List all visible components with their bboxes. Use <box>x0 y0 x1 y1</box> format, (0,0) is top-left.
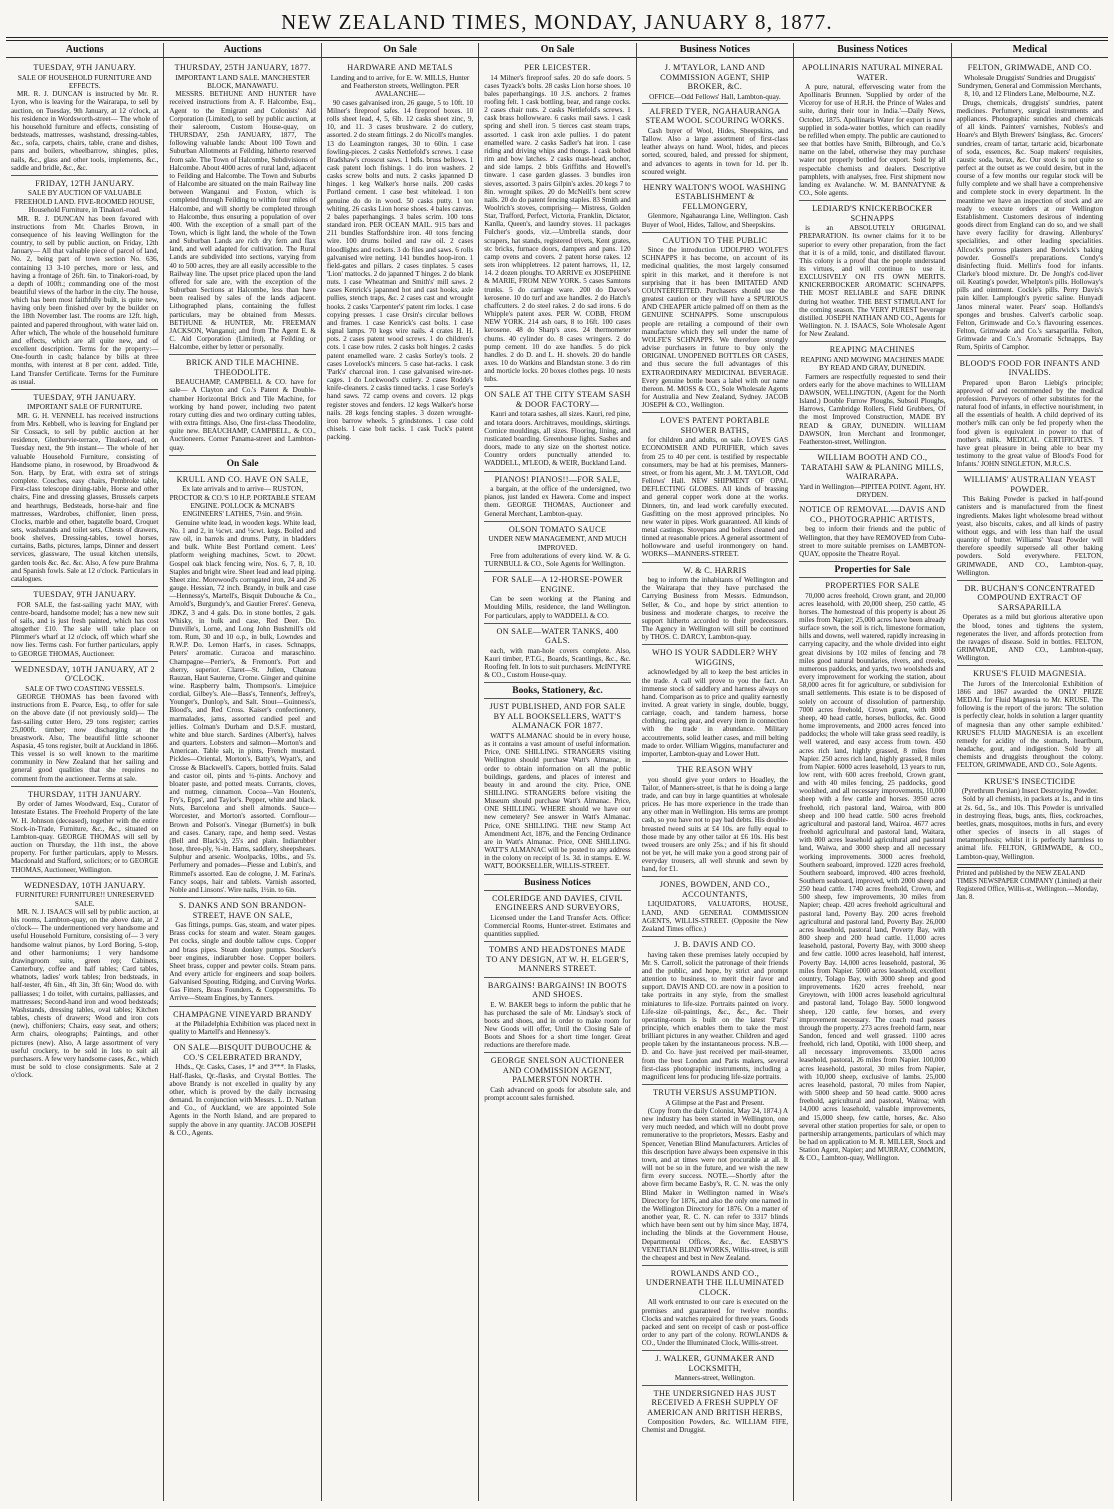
column-7 <box>951 43 1108 1501</box>
ad-body: The Jurors of the Intercolonial Exhibition of 1866 and 1867 awarded the ONLY PRIZE MEDAL for Fluid Magnesia to Mr. KRUSE. The following is the report of the jurors: 'The solution is perfectly clear, holds in solution a larger quantity of magnesia than any other sample exhibited.' KRUSE'S FLUID MAGNESIA is an excellent remedy for acidity of the stomach, heartburn, headache, gout, and indigestion. Sold by all chemists and druggists throughout the colony. FELTON, GRIMWADE, AND CO., Sole Agents. <box>956 679 1103 770</box>
ad-body: 90 cases galvanised iron, 26 gauge, 5 to 10ft. 10 Milner's fireproof safes. 14 fireproof boxes. 10 rolls sheet lead, 4, 5, 6lb. 12 casks sheet zinc, 9, 10, and 11. 3 cases brushware. 2 do cutlery, assorted. 2 do steam fittings. 2 do Nicoll's mangles. 13 do Leamington ranges, 30 to 60in. 1 case fowling-pieces. 2 casks Nettlefold's screws. 1 case Bradshaw's crosscut saws. 1 bdls. bruss bellows. 1 cask patent loch fishings. 1 do iron washers. 2 casks screw bolts and nuts. 2 casks japanned D hinges. 1 keg Walker's horse nails. 200 casks Portland cement. 1 case best whitelead. 1 ton genuine do do in wood. 50 casks putty. 1 ton whiting. 26 casks Lion horse shoes. 4 bales canvas. 2 bales paperhangings. 3 bales scrim. 100 tons standard iron. PER OCEAN MAIL. 915 bars and 211 bundles Staffordshire iron. 40 tons fencing wire. 100 drums boiled and raw oil. 2 cases bloodlights and rockets. 3 do files and saws. 6 rolls galvanised wire netting. 141 bundles hoop-iron. 1 field-gates and pillars. 2 cases tinplates. 5 cases 'Lion' mattocks. 2 do japanned T hinges. 2 do blank nuts. 1 case 'Wheatman and Smith's' mill saws. 2 cases Kenrick's japanned hot and cast hooks, axle pullies, stench traps, &c. 2 cases cast and wrought hooks. 2 casks 'Carpenter's' patent rim locks. 1 case copying presses. 1 case Orsin's circular bellows and frames. 1 case Kenrick's cast bolts. 1 case signal lamps. 70 kegs wire nails. 4 crates H. H. pots. 2 cases patent wood screws. 1 do children's cots. 1 case bow rules. 2 casks bolt hinges. 2 casks patent enamelled ware. 2 casks Sorley's tools. 2 cases Lovelock's mincers. 5 case hat-racks. 1 cask 'Park's' charcoal iron. 1 case galvanised wire-net-cages. 1 do Lockwood's cutlery. 2 cases Rodde's knife-cleaners. 2 casks tinned tacks. 1 case Sorley's hand saws. 72 camp ovens and covers. 12 pkgs register stoves and fenders. 12 kegs Walker's horse nails. 28 kegs fencing staples. 3 dozen wrought-iron barrow wheels. 5 grindstones. 1 case cold chisels. 1 case bolt tacks. 1 cask Tuck's patent packing. <box>326 98 474 442</box>
masthead: NEW ZEALAND TIMES, MONDAY, JANUARY 8, 1877. <box>281 10 833 34</box>
ad-title: PIANOS! PIANOS!!—FOR SALE, <box>494 474 621 484</box>
advertisement <box>484 978 630 1054</box>
section-heading: Books, Stationery, &c. <box>484 683 630 699</box>
ad-title: CAUTION TO THE PUBLIC <box>662 235 768 245</box>
ad-body: Free from adulterations of every kind. W. & G. TURNBULL & CO., Sole Agents for Wellington. <box>484 551 631 569</box>
ad-body: Licensed under the Land Transfer Acts. Office: Commercial Rooms, Hunter-street. Estimates and quantities supplied. <box>484 913 631 938</box>
advertisement <box>484 60 630 387</box>
printer-imprint: Printed and published by the NEW ZEALAND TIMES NEWSPAPER COMPANY (Limited) at their Registered Office, Willis-st., Wellington.—Monday, Jan. 8. <box>957 867 1103 902</box>
ad-title: THE UNDERSIGNED HAS JUST RECEIVED A FRESH SUPPLY OF AMERICAN AND BRITISH HERBS, <box>647 1388 783 1417</box>
advertisement <box>799 60 945 201</box>
advertisement <box>11 787 158 878</box>
ad-title: KRUSE'S INSECTICIDE <box>984 776 1076 786</box>
ad-body: WATT'S ALMANAC should be in every house, as it contains a vast amount of useful information. Price, ONE SHILLING. STRANGERS visiting Wellington should purchase Watt's Almanac, in order to obtain information on all the public buildings, gardens, and places of interest and beauty in and around the city. Price, ONE SHILLING. STRANGERS before visiting the Museum should purchase Watt's Almanac. Price, ONE SHILLING. WHERE should we have our new cemetery? See answer in Watt's Almanac. Price, ONE SHILLING. THE new Stamp Act Amendment Act, 1876, and the Fencing Ordinance are in Watt's Almanac. Price, ONE SHILLING. WATT'S ALMANAC will be posted to any address in the colony on receipt of 1s. 3d. in stamps. E. W. WATT, BOOKSELLER, WILLIS-STREET. <box>484 731 631 871</box>
ad-title: NOTICE OF REMOVAL.—DAVIS AND CO., PHOTOGRAPHIC ARTISTS, <box>799 505 946 524</box>
ad-subtitle: SALE OF TWO COASTING VESSELS. <box>25 684 145 693</box>
advertisement <box>484 1053 630 1105</box>
ad-body: MR. G. H. VENNELL has received instructions from Mrs. Kebbell, who is leaving for England per Sir Cossack, to sell by public auction at her residence, Glenburvie-terrace, Tinakori-road, on Tuesday next, the 9th instant— The whole of her valuable Household Furniture, consisting of Handsome piano, in rosewood, by Broadwood & Son. Harp, by Erat, with extra set of strings complete. Couches, easy chairs, Pembroke table, First-class telescope dining-table, Horse and other chairs, Fine and dressing glasses, Brussels carpets and hearthrugs, Bedsteads, horse-hair and fine mattresses, Wardrobes, chiffonier, linen press, Clocks, marble and other, bagatelle board, Croquet sets, washstands and toilet sets, Chests of drawers, book shelves, Dressing-tables, towel horses, curtains, Baths, pictures, lamps, Dinner and dessert services, glassware, The usual kitchen utensils, garden tools &c. &c. &c. Also, A few pure Brahma and Spanish fowls. Sale at 12 o'clock. Particulars in catalogues. <box>11 411 159 583</box>
ad-subtitle: IMPORTANT LAND SALE. MANCHESTER BLOCK, MANAWATU. <box>175 73 310 90</box>
ad-body: Kauri and totara sashes, all sizes. Kauri, red pine, and totara doors. Architraves, mouldings, skirtings. Cornice mouldings, all sizes. Flooring, lining, and rusticated boarding. Greenhouse lights. Sashes and doors, made to any size on the shortest notice. Country orders punctually attended to. WADDELL, M'LEOD, & WEIR, Buckland Land. <box>484 410 631 468</box>
ad-title: APOLLINARIS NATURAL MINERAL WATER. <box>801 63 943 82</box>
ad-title: ON SALE—BISQUIT DUBOUCHE & CO.'S CELEBRATED BRANDY, <box>173 1043 312 1062</box>
column-heading: On Sale <box>479 43 635 58</box>
ad-title: DR. BUCHAN'S CONCENTRATED COMPOUND EXTRACT OF SARSAPARILLA <box>964 583 1096 612</box>
advertisement <box>11 878 158 1083</box>
ad-body: 70,000 acres freehold, Crown grant, and 20,000 acres leasehold, with 20,000 sheep, 250 cattle, 45 horses. The homestead of this property is about 26 miles from Napier; 25,000 acres have been already surface sown, the soil is rich, limestone formation, hills and downs, well watered, rapidly increasing in carrying capacity, and the whole divided into eight great divisions by 102 miles of fencing and 78 miles good natural boundaries, rivers, and creeks, numerous paddocks, and yards, two woolsheds and every improvement for working the station, about 58,000 acres fit for agriculture, or subdivision for small settlements. This estate is to be disposed of solely on account of dissolution of partnership. 7000 acres freehold, Crown grant, with 8000 sheep, 40 head cattle, horses, bullocks, &c. Good home improvements, and 2000 acres fenced into paddocks; the whole will take grass seed readily, is well watered, and easy access from town. 450 acres rich land, highly grassed, 8 miles from Napier. 250 acres rich land, highly grassed, 8 miles from Napier. 6000 acres leasehold, 13 years to run, low rent, with 600 acres freehold, Crown grant, and with 40 miles fencing, 25 paddocks, good woolshed, and all necessary improvements, 10,000 sheep with a few cattle and horses. 3950 acres freehold, rich pastoral land, Wairoa, with 800 sheep and 100 head cattle. 500 acres freehold agricultural and pastoral land, Wairoa. 4677 acres freehold agricultural and pastoral land, Waitara, with 800 acres leasehold agricultural and pastoral land, Waiwa, and 3000 sheep and all necessary working improvements. 3000 acres freehold, Southern seaboard, improved. 1220 acres freehold, Southern seaboard, improved. 400 acres freehold, Southern seaboard, improved, with 2000 sheep and 250 head cattle. 1740 acres freehold, Crown, and 500 sheep, few improvements, 30 miles from Napier; cheap. 420 acres freehold agricultural and pastoral land, Poverty Bay. 200 acres freehold agricultural and pastoral land, Poverty Bay. 26,000 acres leasehold, pastoral land, Poverty Bay, with 800 sheep and 200 head cattle. 11,000 acres leasehold, pastoral, Poverty Bay, with 3000 sheep and few cattle. 1000 acres leasehold, half interest, Poverty Bay. 14,000 acres leasehold, pastoral, 36 miles from Napier. 5000 acres leasehold, excellent country, Tolago Bay, with 3000 sheep and good improvements. 1620 acres freehold, near Greytown, with 1000 acres leasehold agricultural and pastoral land, Tolago Bay. 5000 longwood sheep, 120 cattle, few horses, and every improvement necessary. The coach road passes through the property. 273 acres freehold farm, near Sandon, fenced and well grassed. 1100 acres freehold, rich land, Opotiki, with 1000 sheep, and all necessary improvements. 33,000 acres leasehold, pastoral, 26 miles from Napier. 100,000 acres leasehold, pastoral, 30 miles from Napier, with 10,000 sheep, exclusive of lambs. 25,000 acres leasehold, pastoral, 70 miles from Napier, with 5000 sheep and 50 head cattle. 9000 acres freehold, agricultural and pastoral, Wairoa; with 14,000 acres leasehold, valuable improvements, and 15,000 sheep, few cattle, horses, &c. Also several other station properties for sale, or open to partnership arrangements, particulars of which may be had on application to M. R. MILLER, Stock and Station Agent, Napier; and MURRAY, COMMON, & CO., Lambton-quay, Wellington. <box>799 591 946 1163</box>
ad-body: MR. N. J. ISAACS will sell by public auction, at his rooms, Lambton-quay, on the above date, at 2 o'clock— The undermentioned very handsome and useful Household Furniture, consisting of— 3 very handsome walnut pianos, by Lord Boring, 5-stop, and other harmoniums; 1 very handsome drawingroom suite, green rep; Cabinets, Canterbury, coffee and half tables; Card tables, whatnots, ladies' work tables; Iron bedsteads, in half-tester, 4ft 6in., 4ft 3in, 3ft 6in; Wood do. with palliasses; 1 do toilet, with curtains, palliasses, and mattresses; Second-hand iron and wood bedsteads; Washstands, dressing tables, oval tables; Kitchen tables, chests of drawers; Wood and iron cots (new), chiffoniers; Chairs, easy seat, and others; Arm chairs, oleographs; Paintings, and other pictures (new). Also, A large assortment of very useful crockery, to be sold in lots to suit all purchasers. A few very handsome cases, &c., which must be sold to close consignments. Sale at 2 o'clock. <box>11 908 159 1080</box>
ad-title: ALFRED TYER, NGAHAURANGA STEAM WOOL SCOURING WORKS. <box>645 106 785 126</box>
ad-title: J. M'TAYLOR, LAND AND COMMISSION AGENT, SHIP BROKER, &C. <box>660 63 770 91</box>
ad-body: 14 Milner's fireproof safes. 20 do safe doors. 5 cases Tyzack's bolts. 28 casks Lion horse shoes. 10 bales paperhangings. 10 J.S. anchors. 2 frames roofing felt. 1 cask bottling, bear, and range cocks. 2 cases chair nuts. 2 casks Nettlefold's screws. 1 cask brass hollowware. 6 casks mail saws. 1 cask spring and shell iron. 5 tierces cast steam traps, assorted. 1 cask iron axle pullies. 1 do patent enamelled ware. 2 casks Sadler's hat iron. 1 case riding and driving whips and thongs. 1 cask bolted rim and bow latches. 2 casks mast-head, anchor, and side lamps. 2 bbls Griffiths and Howell's tinware. 1 case garden glasses. 3 bundles iron sieves, assorted. 3 pairs Gilpin's axles. 20 kegs 7 to 8in. wrought spikes. 20 do McNeill's bent screw nails. 20 do do patent fencing staples. 83 Smith and Woolrich's stoves, comprising— Mistress, Golden Star, Trafford, Perfect, Victoria, Franklin, Dictator, Kanlla, Queen's, and laundry stoves. 11 packages Fulcher's goods, viz.—Umbrella stands, door scrapers, hat stands, registered trivets, Kent grates, stc bricks, furnace doors, dampers and pans. 120 camp ovens and covers. 2 patent horse rakes. 12 sets iron whippletrees. 12 patent harrows, 11, 12, 14. 2 dozen ploughs. TO ARRIVE ex JOSEPHINE & MARIE, FROM NEW YORK. 5 cases Samtons trunks. 5 do carriage ware. 200 do Davoe's kerosene. 10 do turf and axe handles. 2 do Hatch's chaffcutters. 2 do steel rakes. 2 do sad irons. 6 do Whipple's patent axes. PER W. COBB, FROM NEW YORK. 214 ash oars, 8 to 16ft. 100 cases kerosene. 48 do Sharp's axes. 24 thermometer churns. 40 cylinder do. 8 cases wringers. 2 do pump cement. 10 do axe handles. 5 do pick handles. 2 do D. and L. H. shovels. 20 do handle axes. 10 do Watkins and Blandstan stone. 3 do rim and morticle locks. 20 boxes clothes pegs. 10 nests tubs. <box>484 73 631 384</box>
ad-title: PER LEICESTER. <box>524 63 591 72</box>
ad-body: beg to inform the inhabitants of Wellington and the Wairarapa that they have purchased the Carrying Business from Messrs. Edmundson, Seller, & Co., and hope by strict attention to business and moderate charges, to receive the support hitherto accorded to their predecessors. The Agency in Wellington will still be continued by THOS. C. DARCY, Lambton-quay. <box>641 576 789 642</box>
ad-body: Cash advanced on goods for absolute sale, and prompt account sales furnished. <box>484 1085 631 1103</box>
ad-body: Since the introduction UDOLPHO WOLFE'S SCHNAPPS it has become, on account of its medicinal qualities, the most largely consumed spirit in this market, and it therefore is not surprising that it has been IMITATED AND COUNTERFEITED. Purchasers should use the greatest caution or they will have a SPURIOUS AND CHEAPER article palmed off on them as the GENUINE SCHNAPPS. Some unscrupulous people are retailing a compound of their own manufacture which they sell under the name of WOLFE'S SCHNAPPS. We therefore strongly advise purchasers in future to buy only the ORIGINAL UNOPENED BOTTLES OR CASES, and thus secure the full advantages of this EXTRAORDINARY MEDICINAL BEVERAGE. Every genuine bottle bears a label with our name thereon. M. MOSS & CO., Sole Wholesale Agents for Australia and New Zealand, Sydney. JACOB JOSEPH & CO., Wellington. <box>641 246 789 410</box>
advertisement <box>957 774 1103 865</box>
advertisement <box>957 356 1103 473</box>
ad-title: ON SALE—WATER TANKS, 400 GALS. <box>496 626 619 646</box>
ad-subtitle: FURNITURE! FURNITURE!! UNRESERVED SALE. <box>15 891 154 908</box>
advertisement <box>642 1266 788 1351</box>
advertisement <box>642 233 788 414</box>
ad-body: you should give your orders to Hoadley, the Tailor, of Manners-street, is that he is doing a large trade, and can buy in large quantities at wholesale prices. He has more experience in the trade than any other man in Wellington. His terms are prompt cash, so you have not to pay bad debts. His double-breasted tweed suits at £4 10s. are fully equal to those made by any other tailor at £6 10s. His best tweed trousers are only 25s.; and if his fit should not be yet, he will make you a good strong pair of everyday trousers, all well shrunk and sewn by hand, for £1. <box>641 775 789 874</box>
advertisement <box>11 587 158 662</box>
ad-title: CHAMPAGNE VINEYARD BRANDY <box>173 1009 313 1019</box>
ad-title: S. DANKS AND SON BRANDON-STREET, HAVE ON SALE, <box>178 901 307 920</box>
ad-body: is an ABSOLUTELY ORIGINAL PREPARATION. Its owner claims for it to be superior to every other preparation, from the fact that it is of a mild, tonic, and distillated flavour. This colony is a proof that the people understand its virtues, and will continue to use it. EXCLUSIVELY ON ITS OWN MERITS. KNICKERBOCKER AROMATIC SCHNAPPS. THE MOST RELIABLE and SAFE DRINK during hot weather. THE BEST STIMULANT for the coming season. The VERY PUREST beverage distilled. JOSEPH NATHAN AND CO., Agents for Wellington. N. J. ISAACS, Sole Wholesale Agent for New Zealand. <box>799 224 946 339</box>
ad-title: WEDNESDAY, 10TH JANUARY, AT 2 O'CLOCK. <box>14 664 155 684</box>
ad-title: OLSON TOMATO SAUCE <box>508 524 607 534</box>
ad-body: This Baking Powder is packed in half-pound canisters and is manufactured from the finest ingredients. Makes light wholesome bread without yeast, also biscuits, cakes, and all kinds of pastry without eggs, and with less than half the usual quantity of butter. Williams' Yeast Powder will therefore speedily supersede all other baking powders. Sold everywhere. FELTON, GRIMWADE, AND CO., Lambton-quay, Wellington. <box>956 495 1103 577</box>
advertisement <box>484 522 630 573</box>
ad-title: KRUSE'S FLUID MAGNESIA. <box>973 669 1087 679</box>
advertisement <box>169 1007 315 1041</box>
advertisement <box>11 662 158 787</box>
ad-title: WILLIAMS' AUSTRALIAN YEAST POWDER. <box>963 475 1096 494</box>
ad-title: TRUTH VERSUS ASSUMPTION. <box>653 1088 777 1098</box>
masthead-rule <box>6 37 1108 41</box>
column-1 <box>6 43 163 1501</box>
ad-body: Sold by all chemists, in packets at 1s., and in tins at 2s. 6d., 5s., and 10s. This Powder is unrivalled in destroying fleas, bugs, ants, flies, cockroaches, beetles, gnats, mosquitoes, moths in furs, and every other species of insects in all stages of metamorphosis; whilst it is perfectly harmless to animal life. FELTON, GRIMWADE, & CO., Lambton-quay, Wellington. <box>956 795 1103 861</box>
section-heading: On Sale <box>169 456 315 472</box>
ad-body: acknowledged by all to keep the best articles in the trade. A call will prove to you the fact. An immense stock of saddlery and harness always on hand. Comparison as to price and quality earnestly invited. A great variety in single, double, buggy, carriage, coach, and tandem harness, horse clothing, racing gear, and every item in connection with the trade in abundance. Military accoutrements, solid leather cases, and mill belting made to order. William Wiggins, manufacturer and importer, Lambton-quay and Lower Hutt. <box>641 668 789 758</box>
advertisement <box>642 645 788 762</box>
ad-body: at the Philadelphia Exhibition was placed next in quality to Martell's and Hennessy's. <box>169 1020 316 1037</box>
advertisement <box>642 762 788 877</box>
ad-body: Farmers are respectfully requested to send their orders early for the above machines to WILLIAM DAWSON, WELLINGTON, (Agent for the North Island.) Double Furrow Ploughs, Subsoil Ploughs, Harrows, Cambridge Rollers, Field Grubbers, Of the most Improved Construction, MADE BY READ & GRAY, DUNEDIN. WILLIAM DAWSON, Iron Merchant and Ironmonger, Featherston-street, Wellington. <box>799 372 946 446</box>
ad-body: A pure, natural, effervescing water from the Apollinaris Brunnen. 'Supplied by order of the Viceroy for use of H.R.H. the Prince of Wales and suite, during their tour in India.'—Daily News, October, 1875. Apollinaris Water for export is now supplied in soda-water bottles, which can readily be refilled when empty. The public are cautioned to see that bottles have Smith, Bilbrough, and Co.'s name on the label, otherwise they may purchase water not properly bottled for export. Sold by all respectable chemists and dealers. Descriptive pamphlets, with analyses, free. First shipment now landing ex Avalanche. W. M. BANNATYNE & CO., Sole agents. <box>799 83 946 198</box>
column-4 <box>478 43 635 1501</box>
ad-subtitle: (Pyrethrum Persian) Insect Destroying Powder. <box>961 787 1098 795</box>
ad-body: LIQUIDATORS, VALUATORS, HOUSE, LAND, AND GENERAL COMMISSION AGENTS, WILLIS-STREET. (Opposite the New Zealand Times office.) <box>641 900 789 933</box>
ad-body: Prepared upon Baron Liebig's principle; approved of and recommended by the medical profession. Purveyors of other substitutes for the natural food of infants, in effective nourishment, in all the essentials of health. A child deprived of its mother's milk can only be fed properly when the food given is equivalent in power to that of mother's milk. MEDICAL CERTIFICATES. 'I have great pleasure in being able to bear my testimony to the great value of Blood's Food for Infants.' JOHN SINGLETON, M.R.C.S. <box>956 378 1103 469</box>
ad-body: Genuine white lead, in wooden kegs. White lead, No. 1 and 2, in ¼cwt. and ½cwt. kegs. Boiled and raw oil, in barrels and drums. Putty, in bladders and bulk. White Best Portland cement. Lees' platform weighing machines, 5cwt. to 20cwt. Gospel oak black fencing wire, Nos. 6, 7, 8, 10. Staples and bright wire. Sheet lead and lead piping. Sheet zinc. Morewood's corrugated iron, 24 and 26 gauge. Hessian, 72 inch. Brandy, in bulk and case—Hennessy's, Martell's, Bisquit Dubouche & Co., Arnold's, Burgundy's, and Gautier Freres'. Geneva, JDKZ, 3 and 4 gals. Do. in stone bottles, 2 gals. Whisky, in bulk and case, Red Deer. Do. Dunville's, Lorne, and Long John Bushmill's old tom. Rum, 30 and 10 o.p., in bulk, Lowndes and R.W.P. Do. Lemon Hart's, in cases. Schnapps, Peters' aromatic. Curacoa and maraschino. Champagne—Perrier's, & Fremont's. Port and sherry, superior. Claret—St. Julien, Chateau Rauzan, Haut Sauterne, Crome. Ginger and quinine wine. Raspberry balm, Thompson's. Limejuice cordial, Gilbey's. Ale—Bass's, Tennent's, Jeffrey's, Younger's, Dunlop's, and Salt. Stout—Guinness's, Blood's, and Red Cross. Kaiser's confectionery, marmalades, jams, assorted candied peel and jellies. Colman's Durham and D.S.F. mustard, white and blue starch. Sardines (Albert's), halves and quarters. Lobsters and salmon—Morton's and American. Table salt, in pints, French mustard. Pickles—Oriental, Morton's, Batty's, Wyatt's, and Crosse & Blackwell's. Capers, bottled fruits. Salad and castor oil, pints and ½-pints. Anchovy and bloater paste, and potted meats. Currants, cloves, and nutmeg, cinnamon. Cocoa—Van Houten's, Fry's, Epps', and Taylor's. Pepper, white and black. Nuts, Barcelona and shell almonds. Sauce—Worcester, and Morton's assorted. Cornflour—Brown and Polson's. Vinegar (Burnett's) in bulk and cases. Canary, rape, and hemp seed. Vestas (Bell and Black's), 25's and plain. Indiarubber hose, three-ply, ¾-in. Hams, saddlery, sheepshears. Sulphur and arsenic. Woolpacks, 10lbs., and 5's. Perfumery and pomades—Piesse and Lubin's, and Rimmel's assorted. Eau de cologne, J. M. Farina's. Fancy soaps, hair and tablets. Varnish assorted, Noble and Linsons'. Wire nails, 1½in. to 6in. <box>169 518 316 894</box>
column-6 <box>793 43 950 1501</box>
advertisement <box>799 201 945 342</box>
ad-title: PROPERTIES FOR SALE <box>825 581 920 591</box>
advertisement <box>957 60 1103 356</box>
ad-title: TUESDAY, 9TH JANUARY. <box>33 392 136 402</box>
ad-subtitle: OFFICE—Odd Fellows' Hall, Lambton-quay. <box>649 92 781 101</box>
column-heading: Medical <box>952 43 1108 58</box>
advertisement <box>484 699 630 874</box>
ad-subtitle: SALE OF HOUSEHOLD FURNITURE AND EFFECTS. <box>17 73 152 90</box>
ad-subtitle: UNDER NEW MANAGEMENT, AND MUCH IMPROVED. <box>488 535 627 552</box>
column-heading: Auctions <box>164 43 320 58</box>
ad-subtitle: Manners-street, Wellington. <box>674 1374 755 1383</box>
ad-title: JUST PUBLISHED, AND FOR SALE BY ALL BOOKSELLERS, WATT'S ALMANACK FOR 1877. <box>489 702 626 731</box>
ad-body: E. W. BAKER begs to inform the public that he has purchased the sale of Mr. Lindsay's stock of boots and shoes, and in order to make room for New Goods will offer, Until the Closing Sale of Boots and Shoes for a short time longer. Great reductions are therefore made. <box>484 1000 631 1050</box>
ad-title: KRULL AND CO. HAVE ON SALE, <box>176 474 309 484</box>
column-2 <box>163 43 320 1501</box>
advertisement <box>642 60 788 104</box>
ad-title: LOVE'S PATENT PORTABLE SHOWER BATHS, <box>660 416 770 435</box>
advertisement <box>11 390 158 587</box>
advertisement <box>11 176 158 390</box>
ad-title: WEDNESDAY, 10TH JANUARY. <box>24 880 146 890</box>
ad-title: REAPING MACHINES <box>829 345 915 355</box>
ad-title: FOR SALE—A 12-HORSE-POWER ENGINE. <box>492 575 623 594</box>
advertisement <box>799 502 945 562</box>
ad-body: beg to inform their friends and the public of Wellington, that they have REMOVED from Cuba-street to more suitable premises on LAMBTON-QUAY, opposite the Theatre Royal. <box>799 525 946 558</box>
ad-body: Glenmore, Ngahauranga Line, Wellington. Cash Buyer of Wool, Hides, Tallow, and Sheepskins. <box>641 212 789 229</box>
ad-body: for children and adults, on sale. LOVE'S GAS ECONOMISER AND PURIFIER, which saves from 25 to 40 per cent. is testified by respectable consumers, may be had at his premises, Manners-street, or from his agent, Mr. J. M. TAYLOR, Odd Fellows' Hall. NEW SHIPMENT OF OPAL DEFLECTING GLOBES. All kinds of brassing and general copper work done at the works. Dinners, tin, and lead work carefully executed. Gasfitting on the most approved principles. No new water in pipes. Work guaranteed. All kinds of metal castings. Stovepans and boilers cleaned and tinned at reasonable prices. A general assortment of hollowware and useful ironmongery on hand. WORKS—MANNERS-STREET. <box>641 436 789 559</box>
ad-title: FELTON, GRIMWADE, AND CO. <box>967 63 1092 72</box>
ad-title: TUESDAY, 9TH JANUARY. <box>33 63 136 72</box>
ad-body: Hhds., Qr. Casks, Cases, 1* and 3***. In Flasks, Half-flasks, Qr.-flasks, and Crystal Bottles. The above Brandy is not excelled in quality by any other, which is proved by the daily increasing demand. In conjunction with Messrs. L. D. Nathan and Co., of Auckland, we are appointed Sole Agents in the North Island, and are prepared to supply the above in any quantity. JACOB JOSEPH & CO., Agents. <box>169 1063 316 1137</box>
advertisement <box>169 60 315 355</box>
ad-body: Gas fittings, pumps. Gas, steam, and water pipes. Brass cocks for steam and water. Steam gauges. Pet cocks, single and double tallow cups. Copper and brass pipes. Steam donkey pumps. Stocker's beer engines, indiarubber hose. Copper boilers. Sheet brass, copper and pewter coils. Steam pans. And every article for engineers and soap boilers. Galvanised Spouting, Ridging, and Curving Works. Gas Fitters, Brass Founders, & Coppersmiths. To Arrive—Steam Engines, by Tanners. <box>169 921 316 1003</box>
ad-title: TOMBS AND HEADSTONES MADE TO ANY DESIGN, AT W. H. ELGER'S, MANNERS STREET. <box>486 945 629 973</box>
advertisement <box>799 450 945 502</box>
advertisement <box>327 60 473 444</box>
ad-body: Cash buyer of Wool, Hides, Sheepskins, and Tallow. Also a large assortment of first-class leather always on hand. Wool, hides, and pieces sorted, scoured, baled, and pressed for shipment, and advances to agents in town for 1d. per lb. scoured weight. <box>641 126 789 176</box>
ad-title: WHO IS YOUR SADDLER? WHY WIGGINS, <box>651 648 778 667</box>
ad-subtitle: Landing and to arrive, for E. W. MILLS, Hunter and Featherston streets, Wellington. PER AVALANCHE— <box>330 73 470 99</box>
ad-body: Drugs, chemicals, druggists' sundries, patent medicines. Perfumery, surgical instruments and appliances. Photographic sundries and chemicals of all kinds. Painters' varnishes, Nobles's and Hoare's and Blyth Brewers' Isinglass, &c. Grocers' sundries, cream of tartar, tartaric acid, bicarbonate of soda, essences, &c. Soap makers' requisites, caustic soda, borax, &c. Our stock is not quite so perfect at the outset as we could desire, but in the course of a few months our regular stock will be fully complete and we shall have a comprehensive and complete stock in every department. In the meantime we have an inspection of stock and are ready to execute orders at our Wellington Establishment. Customers desirous of indenting goods direct from England can do so, and we shall have every facility for drawing. Allenburys' specialities, and other leading specialities. Allcock's porous plasters and Borwick's baking powder. Gosnell's preparations. Condy's disinfecting fluid. Mellin's food for infants. Clarke's blood mixture. Dr. De Jongh's cod-liver oil. Keating's powder, Whelpton's pills. Holloway's pills and ointment. Cockle's pills. Perry Davis's pain killer. Lamplough's pyretic saline. Hunyadi Janos mineral water. Pears' soap. Hollands's sponges and brushes. Calvert's carbolic soap. Felton, Grimwade and Co.'s flavouring essences. Felton, Grimwade and Co.'s sarsaparilla. Felton, Grimwade and Co.'s Aromatic Schnapps, Bay Rum, Spirits of Camphor. <box>956 98 1103 352</box>
ad-title: BARGAINS! BARGAINS! IN BOOTS AND SHOES. <box>487 980 628 999</box>
ad-title: THURSDAY, 25TH JANUARY, 1877. <box>174 63 311 72</box>
ad-body: Operates as a mild but glorious alterative upon the blood, tones and tightens the system, regenerates the liver, and affords protection from the ravages of disease. Sold in bottles. FELTON, GRIMWADE, AND CO., Lambton-quay, Wellington. <box>956 613 1103 663</box>
ad-subtitle: REAPING AND MOWING MACHINES MADE BY READ AND GRAY, DUNEDIN. <box>800 355 945 373</box>
ad-title: BRICK AND TILE MACHINE. THEODOLITE. <box>186 358 300 377</box>
advertisement <box>642 1085 788 1266</box>
ad-title: GEORGE SNELSON AUCTIONEER AND COMMISSION AGENT, PALMERSTON NORTH. <box>490 1056 625 1085</box>
ad-title: FRIDAY, 12TH JANUARY. <box>35 178 135 188</box>
advertisement <box>642 877 788 937</box>
advertisement <box>169 472 315 898</box>
advertisement <box>799 578 945 1165</box>
ad-body: Can be seen working at the Planing and Moulding Mills, residence, the land Wellington. For particulars, apply to WADDELL & CO. <box>484 595 631 620</box>
ad-title: LEDIARD'S KNICKERBOCKER SCHNAPPS <box>812 204 933 223</box>
section-heading: Properties for Sale <box>799 562 945 578</box>
column-heading: Business Notices <box>637 43 793 58</box>
ad-title: JONES, BOWDEN, AND CO., ACCOUNTANTS, <box>659 880 771 899</box>
advertisement <box>11 60 158 176</box>
column-grid <box>6 43 1108 1501</box>
column-heading: Business Notices <box>794 43 950 58</box>
ad-title: HENRY WALTON'S WOOL WASHING ESTABLISHMENT & FELLMONGERY, <box>643 182 787 211</box>
advertisement <box>799 342 945 450</box>
ad-body: each, with man-hole covers complete. Also, Kauri timber, P.T.G., Boards, Scantlings, &c., &c. Roofing felt. In lots to suit purchasers. McINTYRE & CO., Custom House-quay. <box>484 646 631 680</box>
ad-subtitle: A Glimpse at the Past and Present. <box>665 1098 765 1107</box>
ad-title: W. & C. HARRIS <box>683 565 747 575</box>
ad-body: By order of James Woodward, Esq., Curator of Intestate Estates. The Freehold Property of the late W. H. Johnson (deceased), together with the entire Stock-in-Trade, Furniture, &c., &c., situated on Lambton-quay. GEORGE THOMAS will sell by auction on Thursday, the 11th inst., the above property. For further particulars, apply to Messrs. Macdonald and Stafford, solicitors; or to GEORGE THOMAS, Auctioneer, Wellington. <box>11 800 159 874</box>
ad-title: ON SALE AT THE CITY STEAM SASH & DOOR FACTORY— <box>484 390 631 409</box>
column-3 <box>321 43 478 1501</box>
ad-title: BLOOD'S FOOD FOR INFANTS AND INVALIDS. <box>959 358 1100 378</box>
column-heading: Auctions <box>6 43 163 58</box>
ad-body: FOR SALE, the fast-sailing yacht MAY, with centre-board, handsome model; has a new new suit of sails, and is just fresh painted, which has cost altogether £10. The sale will take place on Plimmer's wharf at 12 o'clock, off which wharf she now lies. Terms cash. For further particulars, apply to GEORGE THOMAS, Auctioneer. <box>11 600 159 658</box>
ad-title: J. WALKER, GUNMAKER AND LOCKSMITH, <box>655 1354 775 1373</box>
advertisement <box>484 472 630 522</box>
ad-title: TUESDAY, 9TH JANUARY. <box>33 590 136 600</box>
advertisement <box>484 572 630 623</box>
advertisement <box>642 104 788 180</box>
ad-subtitle: Ex late arrivals and to arrive— RUSTON, PROCTOR & CO.'S 10 H.P. PORTABLE STEAM ENGINE. POLLOCK & MCNAB'S ENGINEERS' LATHES, 7½in. and 9½in. <box>169 485 316 519</box>
column-5 <box>636 43 793 1501</box>
advertisement <box>957 581 1103 666</box>
ad-subtitle: Yard in Wellington—PIPITEA POINT. Agent, HY. DRYDEN. <box>799 482 946 499</box>
ad-body: GEORGE THOMAS has been favored with instructions from E. Pearce, Esq., to offer for sale on the above date (if not previously sold)— The fast-sailing cutter Hero, 29 tons register; carries 25,000ft. timber; now discharging at the breastwork. Also, The beautiful little schooner Aspasia, 45 tons register, built at Auckland in 1866. This vessel is so well known to the maritime community in New Zealand that her sailing and general good qualities that she requires no comment from the auctioneer. Terms at sale. <box>11 693 159 783</box>
ad-title: WILLIAM BOOTH AND CO., TARATAHI SAW & PLANING MILLS, WAIRARAPA. <box>800 453 944 482</box>
advertisement <box>484 942 630 978</box>
column-heading: On Sale <box>322 43 478 58</box>
ad-body: (Copy from the daily Colonist, May 24, 1874.) A new industry has been started in Wellington, one very much needed, and which will no doubt prove remunerative to the proprietors, Messrs. Easby and Spencer, Venetian Blind Manufacturers. Articles of this description have always been expensive in this town, and at times were not procurable at all. It will not be so in the future, and we wish the new firm every success. NOTE.—Shortly after the above firm became Easby's, R. C. N. was the only Blind Maker in Wellington named in Wise's Directory for 1876, and also the only one named in the Wellington Directory for 1876. On a matter of another year, R. C. N. can refer to 3317 blinds which have been sent out by him since May, 1874, including the blinds at the Government House, Departmental Offices, &c., &c. EASBY'S VENETIAN BLIND WORKS, Willis-street, is still the cheapest and best in New Zealand. <box>641 1107 789 1262</box>
ad-body: MR. R. J. DUNCAN has been favored with instructions from Mr. Charles Brown, in consequence of his leaving Wellington for the country, to sell by public auction, on Friday, 12th January— All that valuable piece of parcel of land, No. 2, being part of town section No. 636, containing 13 3-10 perches, more or less, and having a frontage of 26ft. 6in. to Tinakori-road, by a depth of 100ft.; commanding one of the most beautiful views of the harbor in the city. The house, which has been most faithfully built, is quite new, having only been finished over by the builder on the 18th November last. The rooms are 12ft. high, painted and papered throughout, with water laid on. After which, The whole of the household furniture and effects, which are all quite new, and of excellent description. Terms for the property:—One-fourth in cash; balance by bills at three months, with interest at 8 per cent. added. Title, Land Transfer Certificate. Terms for the Furniture as usual. <box>11 214 159 386</box>
ad-subtitle: Wholesale Druggists' Sundries and Druggists' Sundrymen, General and Commission Merchants, 8, 10, and 12 Flinders Lane, Melbourne, N.Z. <box>957 73 1102 99</box>
advertisement <box>957 472 1103 581</box>
ad-title: COLERIDGE AND DAVIES, CIVIL ENGINEERS AND SURVEYORS, <box>492 893 623 913</box>
ad-subtitle: SALE BY AUCTION OF VALUABLE FREEHOLD LAND. FIVE-ROOMED HOUSE, Household Furniture, in Tinakori-road. <box>14 189 155 215</box>
ad-title: THURSDAY, 11TH JANUARY. <box>28 789 142 799</box>
advertisement <box>957 666 1103 773</box>
ad-body: Composition Powders, &c. WILLIAM FIFE, Chemist and Druggist. <box>641 1418 789 1435</box>
advertisement <box>642 1386 788 1438</box>
advertisement <box>642 180 788 233</box>
ad-title: THE REASON WHY <box>676 765 754 775</box>
advertisement <box>484 891 630 942</box>
advertisement <box>484 387 630 471</box>
ad-body: a bargain, at the office of the undersigned, two pianos, just landed ex Hawera. Come and inspect them. GEORGE THOMAS, Auctioneer and General Merchant, Lambton-quay. <box>484 485 631 518</box>
ad-body: All work entrusted to our care is executed on the premises and guaranteed for twelve months. Clocks and watches repaired for three years. Goods packed and sent on receipt of cash or post-office order to any part of the colony. ROWLANDS & CO., Under the Illuminated Clock, Willis-street. <box>641 1298 789 1348</box>
advertisement <box>169 1040 315 1139</box>
ad-body: MR. R. J. DUNCAN is instructed by Mr. R. Lyon, who is leaving for the Wairarapa, to sell by auction, on Tuesday, 9th January, at 12 o'clock, at his residence in Wordsworth-street— The whole of his household furniture and effects, consisting of bedsteads, mattresses, washstand, dressing-tables, &c., sofa, carpets, chairs, table, crane and dishes, pans and boilers, wheelbarrow, shingles, piles, nails, &c., glass and other tools, implements, &c., saddle and bridle, &c., &c. <box>11 90 159 172</box>
advertisement <box>484 624 630 684</box>
advertisement <box>169 355 315 455</box>
advertisement <box>642 937 788 1085</box>
ad-body: having taken these premises lately occupied by Mr. S. Carroll, solicit the patronage of their friends and the public, and hope, by strict and prompt attention to business, to merit their favor and support. DAVIS AND CO. are now in a position to take portraits in any style, from the smallest miniatures to life-size. Portraits painted on ivory. Life-size oil-paintings, &c., &c., &c. Their operating-room is built on the latest 'Paris' principle, which enables them to take the most brilliant pictures in any weather. Children and aged people taken by the instantaneous process. N.B.—D. and Co. have just received per mail-steamer, from the best London and Paris makers, several first-class photographic instruments, including a magnificent lens for producing life-size portraits. <box>641 950 789 1081</box>
advertisement <box>642 413 788 562</box>
ad-body: BEAUCHAMP, CAMPBELL & CO. have for sale— A Clayton and Co.'s Patent & Double-chamber Horizontal Brick and Tile Machine, for working by hand power, including two patent rotary cutting dies and two ordinary cutting tables, with extra fittings. Also, One first-class Theodolite, quite new. BEAUCHAMP, CAMPBELL, & CO., Auctioneers. Corner Panama-street and Lambton-quay. <box>169 378 316 452</box>
ad-subtitle: IMPORTANT SALE OF FURNITURE. <box>26 403 143 412</box>
advertisement <box>642 1351 788 1385</box>
ad-body: MESSRS. BETHUNE AND HUNTER have received instructions from A. F. Halcombe, Esq., Agent to the Emigrant and Colonists' Aid Corporation (Limited), to sell by public auction, at their saleroom, Custom House-quay, on THURSDAY, 25th JANUARY, 1877, The following valuable lands: About 100 Town and Suburban Allotments at Feilding, hitherto reserved from sale. The Town of Halcombe, Subdivisions of Halcombe. About 4000 acres of rural land, adjacent to Feilding and Halcombe. The Town and Suburbs of Halcombe are situated on the main Railway line between Wanganui and Foxton, which is completed through Feilding to within four miles of Halcombe, and will shortly be completed through to Halcombe, thus ensuring a population of over 400. With the exception of a small part of the Town, which is light land, the whole of the Town and Suburban Lands are rich dry fern and flax land, and well adapted for cultivation. The Rural Lands are subdivided into sections, varying from 40 to 500 acres, they are all easily accessible to the Railway line. The upset price placed upon the land offered for sale are, with the exception of the Suburban Sections at Halcombe, less than have been realised by sales of the lands adjacent. Lithographed plans, containing the fullest particulars, may be obtained from Messrs. BETHUNE & HUNTER, Mr. FREEMAN JACKSON, Wanganui; and from The Agent E. & C. Aid Corporation (Limited), at Feilding or Halcombe, either by letter or personally. <box>169 90 316 352</box>
section-heading: Business Notices <box>484 875 630 891</box>
ad-title: J. B. DAVIS AND CO. <box>674 940 756 950</box>
advertisement <box>642 563 788 646</box>
ad-title: ROWLANDS AND CO., UNDERNEATH THE ILLUMINATED CLOCK. <box>645 1268 785 1297</box>
ad-title: HARDWARE AND METALS <box>347 63 453 72</box>
advertisement <box>169 898 315 1007</box>
